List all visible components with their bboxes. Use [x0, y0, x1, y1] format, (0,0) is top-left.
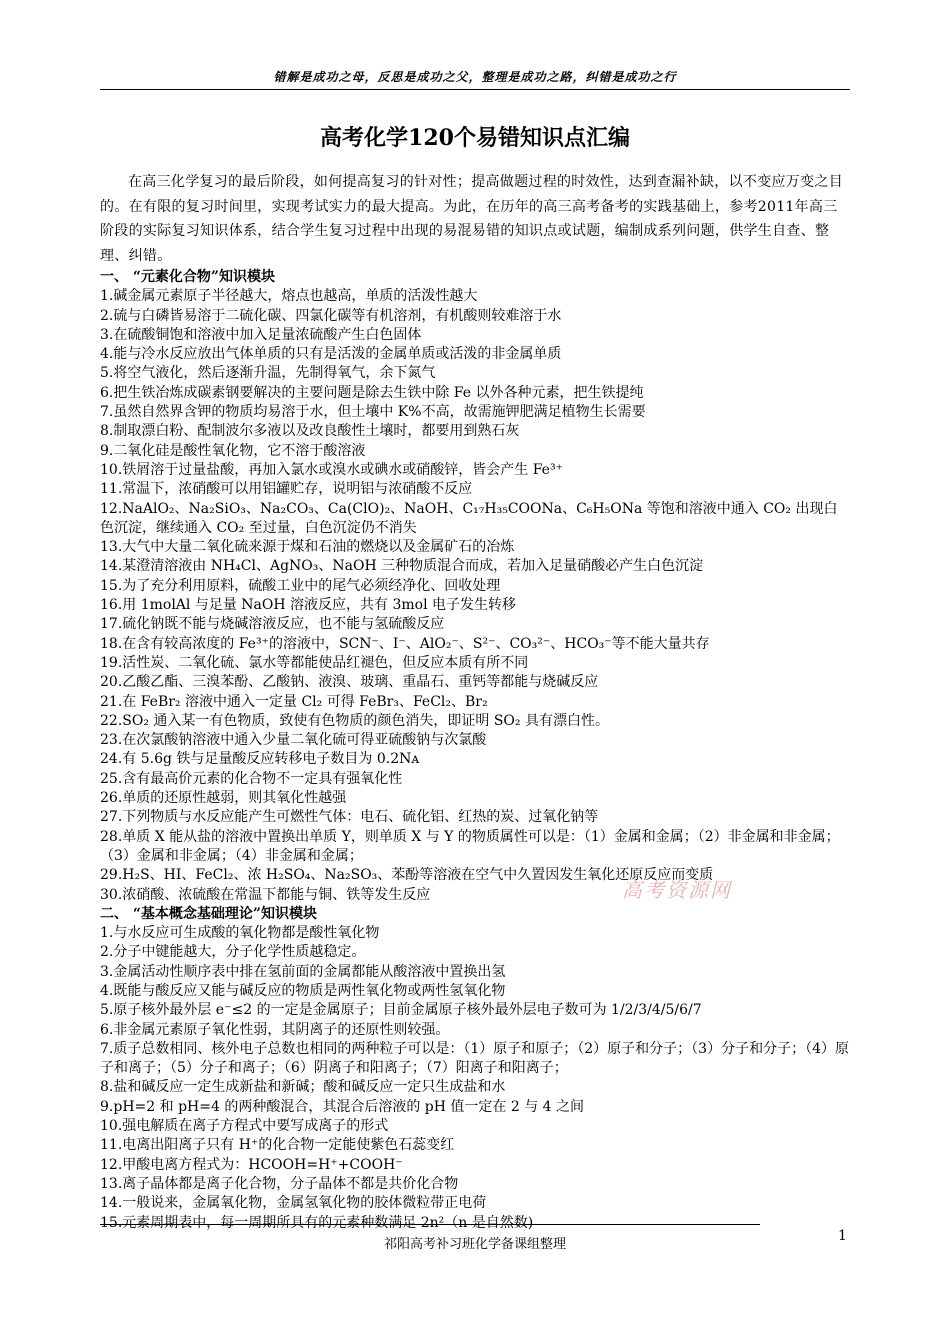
list-item: 2.分子中键能越大，分子化学性质越稳定。: [100, 944, 366, 961]
list-item: 25.含有最高价元素的化合物不一定具有强氧化性: [100, 770, 403, 787]
document-title: 高考化学120个易错知识点汇编: [320, 125, 630, 151]
list-item: 10.铁屑溶于过量盐酸，再加入氯水或溴水或碘水或硝酸锌，皆会产生 Fe³⁺: [100, 461, 563, 478]
list-item: 28.单质 X 能从盐的溶液中置换出单质 Y，则单质 X 与 Y 的物质属性可以是：（1）金属和金属；（2）非金属和非金属；（3）金属和非金属；（4）非金属和金属；: [100, 828, 840, 864]
list-item: 7.虽然自然界含钾的物质均易溶于水，但土壤中 K%不高，故需施钾肥满足植物生长需要: [100, 404, 646, 421]
list-item: 16.用 1molAl 与足量 NaOH 溶液反应，共有 3mol 电子发生转移: [100, 597, 517, 614]
list-item: 3.金属活动性顺序表中排在氢前面的金属都能从酸溶液中置换出氢: [100, 963, 506, 980]
list-item: 11.电离出阳离子只有 H⁺的化合物一定能使紫色石蕊变红: [100, 1137, 455, 1154]
list-item: 4.既能与酸反应又能与碱反应的物质是两性氧化物或两性氢氧化物: [100, 982, 506, 999]
list-item: 10.强电解质在离子方程式中要写成离子的形式: [100, 1118, 389, 1135]
list-item: 6.把生铁冶炼成碳素钢要解决的主要问题是除去生铁中除 Fe 以外各种元素，把生铁提纯: [100, 384, 644, 401]
section-heading: 二、 “基本概念基础理论”知识模块: [100, 905, 317, 922]
list-item: 23.在次氯酸钠溶液中通入少量二氧化硫可得亚硫酸钠与次氯酸: [100, 732, 487, 749]
list-item: 27.下列物质与水反应能产生可燃性气体：电石、硫化铝、红热的炭、过氧化钠等: [100, 809, 599, 826]
list-item: 13.离子晶体都是离子化合物，分子晶体不都是共价化合物: [100, 1175, 459, 1192]
list-item: 14.一般说来，金属氧化物，金属氢氧化物的胶体微粒带正电荷: [100, 1195, 487, 1212]
list-item: 13.大气中大量二氧化硫来源于煤和石油的燃烧以及金属矿石的冶炼: [100, 539, 515, 556]
list-item: 18.在含有较高浓度的 Fe³⁺的溶液中，SCN⁻、I⁻、AlO₂⁻、S²⁻、CO₃²⁻、HCO₃⁻等不能大量共存: [100, 635, 710, 652]
list-item: 30.浓硝酸、浓硫酸在常温下都能与铜、铁等发生反应: [100, 886, 431, 903]
list-item: 26.单质的还原性越弱，则其氧化性越强: [100, 790, 347, 807]
list-item: 21.在 FeBr₂ 溶液中通入一定量 Cl₂ 可得 FeBr₃、FeCl₂、Br₂: [100, 693, 488, 710]
list-item: 8.盐和碱反应一定生成新盐和新碱；酸和碱反应一定只生成盐和水: [100, 1079, 506, 1096]
list-item: 8.制取漂白粉、配制波尔多液以及改良酸性土壤时，都要用到熟石灰: [100, 423, 520, 440]
list-item: 1.碱金属元素原子半径越大，熔点也越高，单质的活泼性越大: [100, 288, 478, 305]
list-item: 9.pH=2 和 pH=4 的两种酸混合，其混合后溶液的 pH 值一定在 2 与 4 之间: [100, 1098, 585, 1115]
list-item: 15.为了充分利用原料，硫酸工业中的尾气必须经净化、回收处理: [100, 577, 501, 594]
list-item: 24.有 5.6g 铁与足量酸反应转移电子数目为 0.2Nᴀ: [100, 751, 420, 768]
list-item: 4.能与冷水反应放出气体单质的只有是活泼的金属单质或活泼的非金属单质: [100, 346, 562, 363]
section-elements-compounds: [100, 268, 850, 905]
header-rule: [100, 89, 850, 90]
list-item: 29.H₂S、HI、FeCl₂、浓 H₂SO₄、Na₂SO₃、苯酚等溶液在空气中久置因发生氧化还原反应而变质: [100, 867, 714, 884]
list-item: 5.原子核外最外层 e⁻≤2 的一定是金属原子；目前金属原子核外最外层电子数可为 1/2/3/4/5/6/7: [100, 1002, 702, 1019]
list-item: 6.非金属元素原子氧化性弱，其阴离子的还原性则较强。: [100, 1021, 450, 1038]
section-heading: 一、 “元素化合物”知识模块: [100, 269, 275, 285]
list-item: 22.SO₂ 通入某一有色物质，致使有色物质的颜色消失，即证明 SO₂ 具有漂白性。: [100, 712, 609, 729]
page-number: 1: [838, 1228, 847, 1244]
section-item-list: [100, 287, 850, 905]
list-item: 14.某澄清溶液由 NH₄Cl、AgNO₃、NaOH 三种物质混合而成，若加入足量硝酸必产生白色沉淀: [100, 558, 704, 575]
list-item: 1.与水反应可生成酸的氧化物都是酸性氧化物: [100, 925, 380, 942]
header-motto: 错解是成功之母，反思是成功之父，整理是成功之路，纠错是成功之行: [273, 70, 677, 84]
list-item: 2.硫与白磷皆易溶于二硫化碳、四氯化碳等有机溶剂，有机酸则较难溶于水: [100, 307, 562, 324]
list-item: 9.二氧化硅是酸性氧化物，它不溶于酸溶液: [100, 442, 366, 459]
footer-text: 祁阳高考补习班化学备课组整理: [383, 1237, 566, 1252]
intro-paragraph: 在高三化学复习的最后阶段，如何提高复习的针对性；提高做题过程的时效性，达到查漏补缺，以不变应万变之目的。在有限的复习时间里，实现考试实力的最大提高。为此，在历年的高三高考备考的实践基础上，参考2011年高三阶段的实际复习知识体系，结合学生复习过程中出现的易混易错的知识点或试题，编制成系列问题，供学生自查、整理、纠错。: [100, 174, 843, 264]
list-item: 7.质子总数相同、核外电子总数也相同的两种粒子可以是：（1）原子和原子；（2）原子和分子；（3）分子和分子；（4）原子和离子；（5）分子和离子；（6）阴离子和阳离子；（7）阳离子和阳离子；: [100, 1040, 849, 1077]
list-item: 11.常温下，浓硝酸可以用铝罐贮存，说明铝与浓硝酸不反应: [100, 481, 473, 498]
watermark: 高考资源网: [622, 878, 732, 902]
footer-rule: [100, 1224, 760, 1225]
section-basic-concepts: [100, 905, 850, 1233]
section-item-list: [100, 924, 850, 1233]
document-body: [100, 170, 850, 1233]
list-item: 12.甲酸电离方程式为：HCOOH=H⁺+COOH⁻: [100, 1156, 403, 1173]
list-item: 3.在硫酸铜饱和溶液中加入足量浓硫酸产生白色固体: [100, 326, 422, 343]
list-item: 15.元素周期表中，每一周期所具有的元素种数满足 2n²（n 是自然数): [100, 1214, 534, 1231]
list-item: 19.活性炭、二氧化硫、氯水等都能使品红褪色，但反应本质有所不同: [100, 654, 529, 671]
list-item: 12.NaAlO₂、Na₂SiO₃、Na₂CO₃、Ca(ClO)₂、NaOH、C₁₇H₃₅COONa、C₆H₅ONa 等饱和溶液中通入 CO₂ 出现白色沉淀，继续通入 CO₂ 至过量，白色沉淀仍不消失: [100, 500, 838, 536]
list-item: 20.乙酸乙酯、三溴苯酚、乙酸钠、液溴、玻璃、重晶石、重钙等都能与烧碱反应: [100, 674, 599, 691]
list-item: 17.硫化钠既不能与烧碱溶液反应，也不能与氢硫酸反应: [100, 616, 445, 633]
list-item: 5.将空气液化，然后逐渐升温，先制得氧气，余下氮气: [100, 365, 436, 382]
